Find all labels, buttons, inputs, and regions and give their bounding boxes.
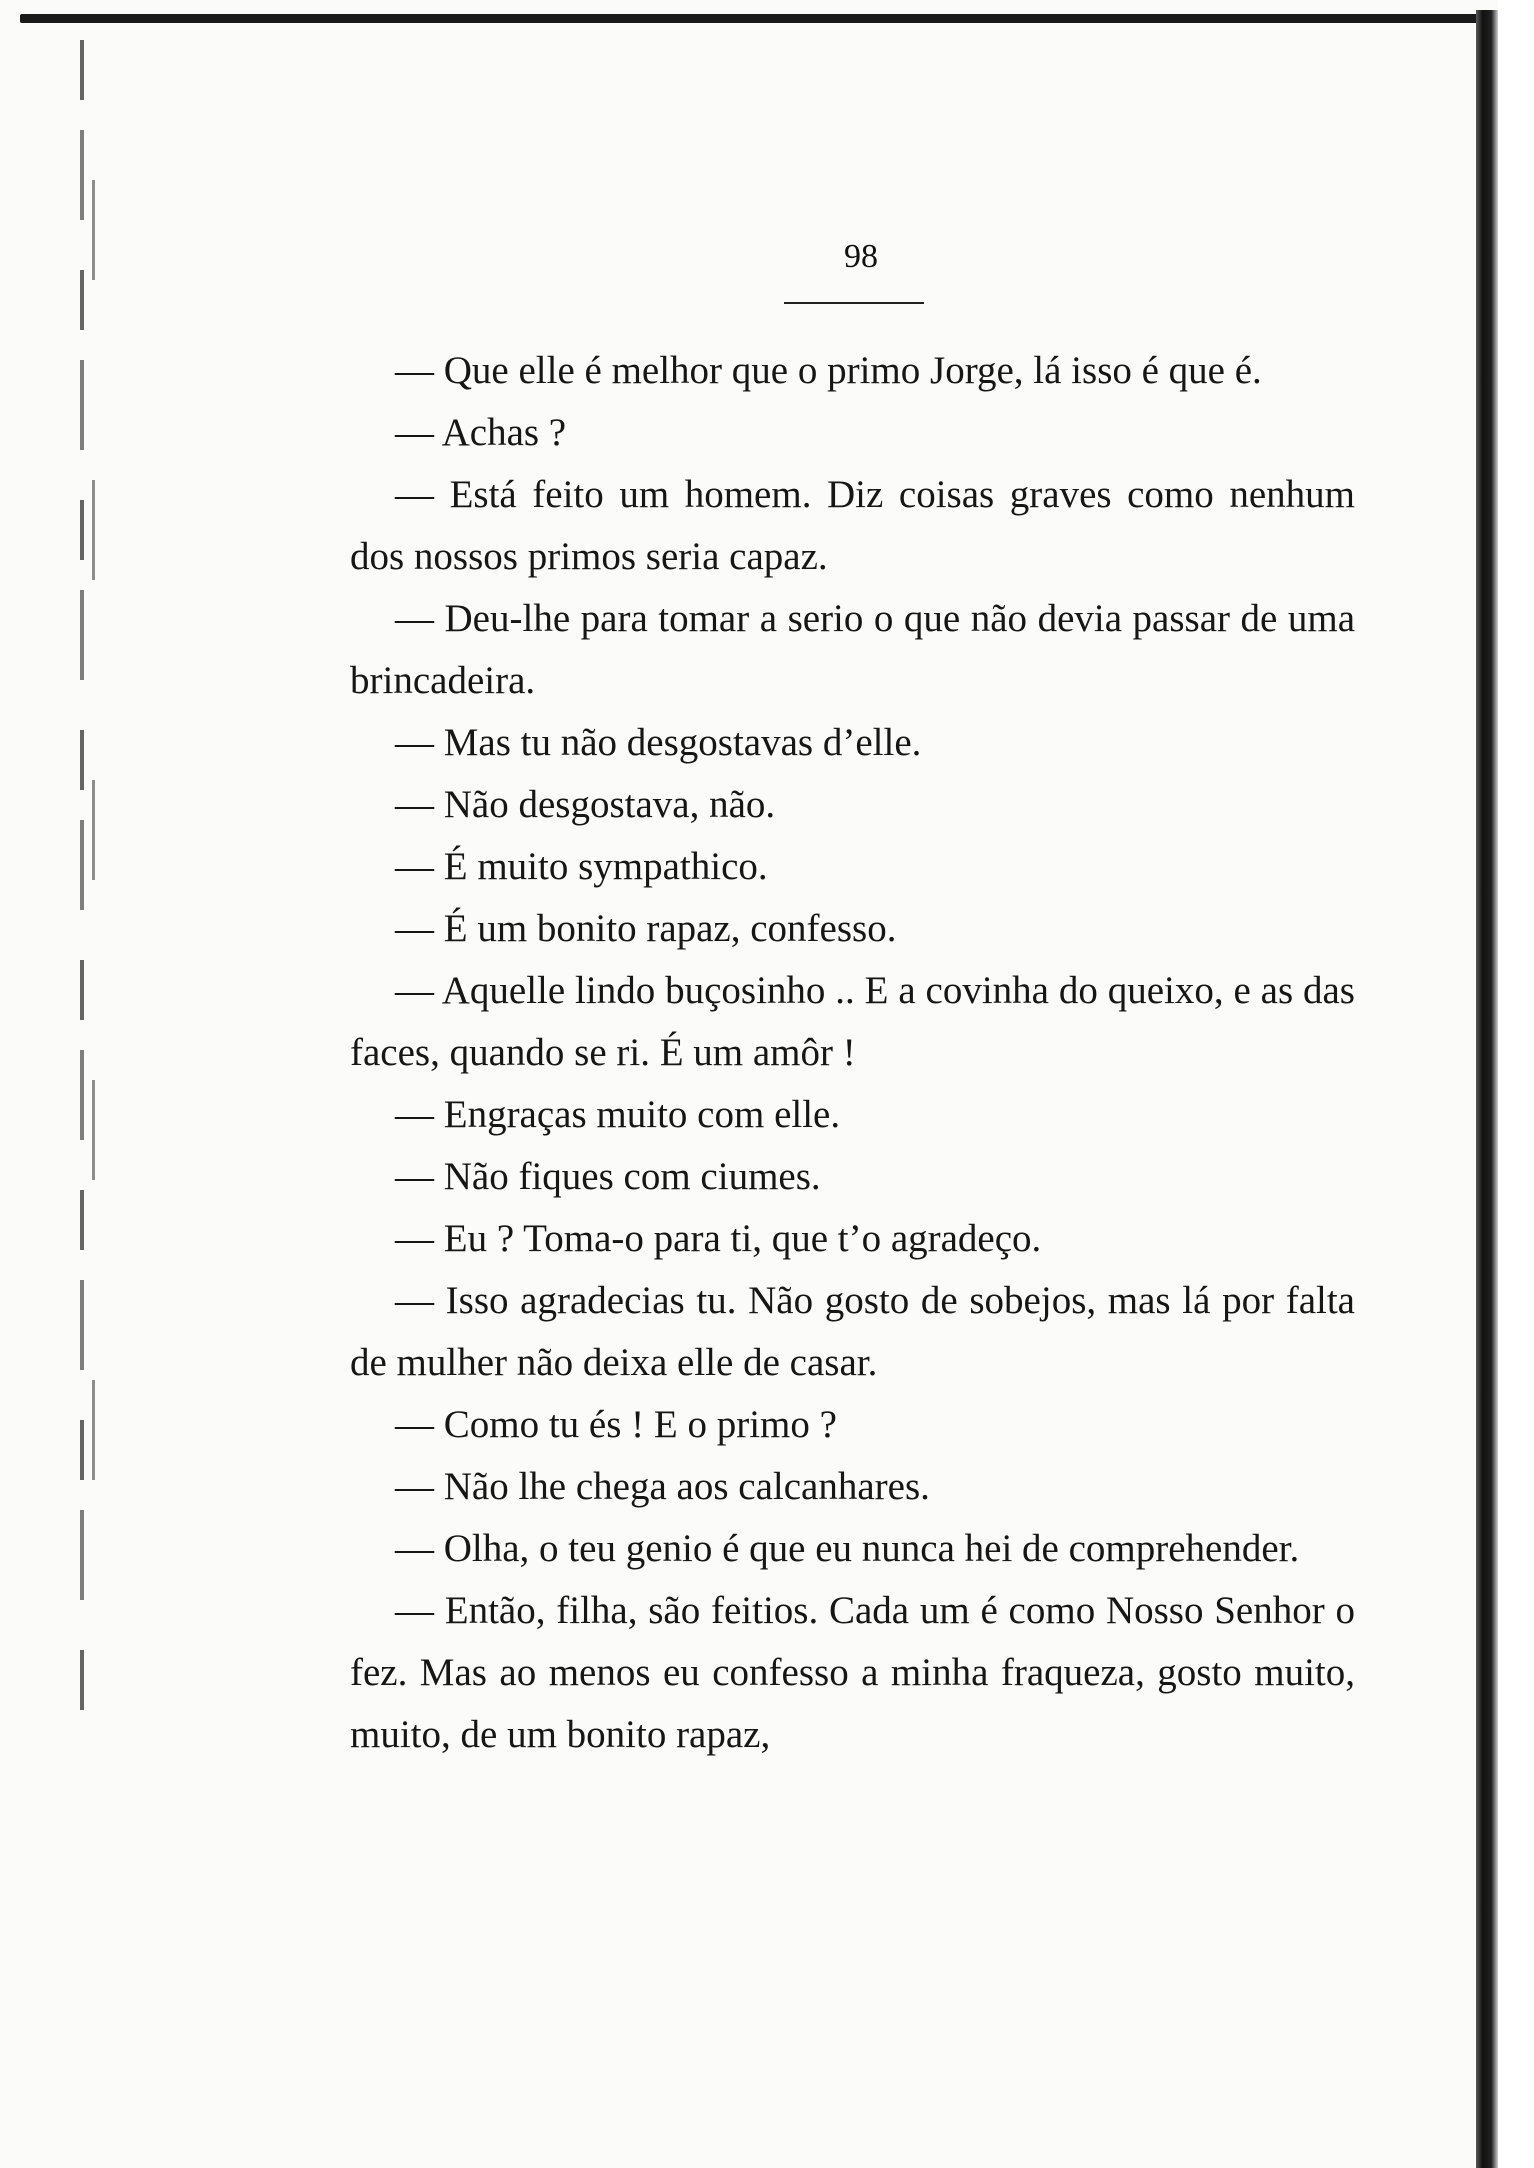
- scan-binding-edge: [1476, 10, 1498, 2168]
- paragraph: — Então, filha, são feitios. Cada um é como Nosso Senhor o fez. Mas ao menos eu confesso a minha fraqueza, gosto muito, muito, de um bonito rapaz,: [350, 1589, 1355, 1756]
- scan-left-margin-marks-secondary: [92, 60, 95, 1560]
- page-number-rule: [784, 302, 924, 304]
- scan-right-border: [1498, 0, 1534, 2168]
- paragraph: — É muito sympathico.: [395, 845, 768, 888]
- scan-top-edge: [20, 14, 1498, 23]
- paragraph: — Está feito um homem. Diz coisas graves como nenhum dos nossos primos seria capaz.: [350, 473, 1355, 578]
- paragraph: — Mas tu não desgostavas d’elle.: [395, 721, 922, 764]
- paragraph: — Engraças muito com elle.: [395, 1093, 841, 1136]
- page-number: 98: [844, 238, 878, 275]
- paragraph: — Como tu és ! E o primo ?: [395, 1403, 837, 1446]
- paragraph: — Deu-lhe para tomar a serio o que não devia passar de uma brincadeira.: [350, 597, 1355, 702]
- paragraph: — Achas ?: [395, 411, 567, 454]
- paragraph: — Olha, o teu genio é que eu nunca hei de comprehender.: [395, 1527, 1300, 1570]
- scan-left-margin-marks: [80, 40, 84, 1720]
- body-text: [350, 340, 1355, 1766]
- paragraph: — Não desgostava, não.: [395, 783, 776, 826]
- paragraph: — Não fiques com ciumes.: [395, 1155, 821, 1198]
- paragraph: — Que elle é melhor que o primo Jorge, lá isso é que é.: [395, 349, 1262, 392]
- paragraph: — Aquelle lindo buçosinho .. E a covinha do queixo, e as das faces, quando se ri. É um amôr !: [350, 969, 1355, 1074]
- paragraph: — É um bonito rapaz, confesso.: [395, 907, 897, 950]
- paragraph: — Isso agradecias tu. Não gosto de sobejos, mas lá por falta de mulher não deixa elle de casar.: [350, 1279, 1355, 1384]
- paragraph: — Eu ? Toma-o para ti, que t’o agradeço.: [395, 1217, 1042, 1260]
- paragraph: — Não lhe chega aos calcanhares.: [395, 1465, 930, 1508]
